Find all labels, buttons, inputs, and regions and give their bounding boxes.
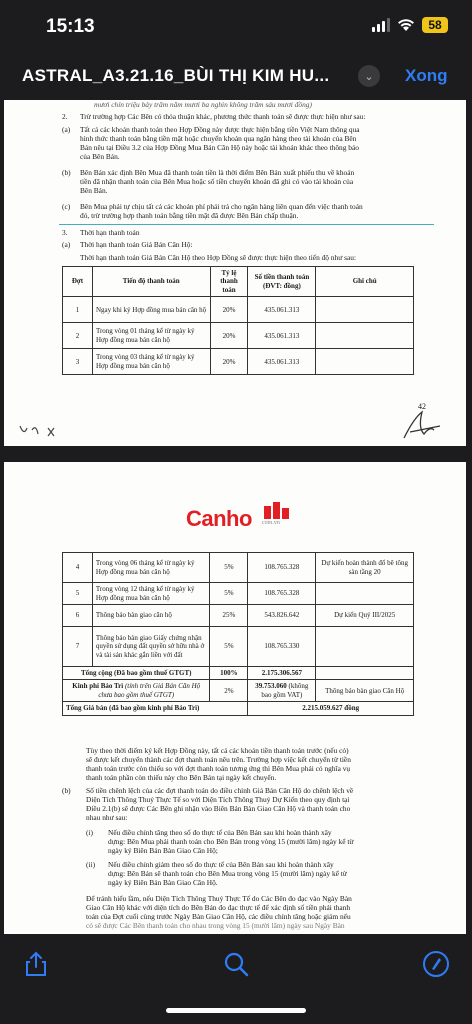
share-icon[interactable] <box>22 950 50 978</box>
chevron-down-icon: ⌄ <box>364 70 374 83</box>
logo-building-icon <box>262 500 292 520</box>
para-line: thanh toán phần còn thiếu này cho Bên Bán tại ngày kết chuyển. <box>86 773 277 782</box>
clause-number: 3. <box>62 228 68 237</box>
item-a-line3: Bán nêu tại Điều 3.2 của Hợp Đồng Mua Bán Căn Hộ này hoặc tài khoản khác theo thông báo <box>80 143 359 152</box>
cell-dot: 5 <box>63 583 93 605</box>
clause-2-text: Trừ trường hợp Các Bên có thỏa thuận khác, phương thức thanh toán sẽ được thực hiện như sau: <box>80 112 366 121</box>
done-button[interactable]: Xong <box>405 66 448 85</box>
item-number: (b) <box>62 168 71 177</box>
maintenance-amount-note: (không bao gồm VAT) <box>261 682 309 699</box>
cell-note <box>316 297 414 323</box>
page-number: 42 <box>418 402 426 411</box>
cell-progress: Thông báo bàn giao căn hộ <box>92 605 210 627</box>
cell-rate: 5% <box>210 553 248 583</box>
search-icon[interactable] <box>222 950 250 978</box>
status-time: 15:13 <box>46 16 95 37</box>
para-line: Tùy theo thời điểm ký kết Hợp Đồng này, tất cả các khoản tiền thanh toán trước (nếu có) <box>86 746 349 755</box>
cell-rate: 5% <box>210 627 248 667</box>
para-line: dựng: Bên Bán sẽ thanh toán cho Bên Mua trong vòng 15 (mười lăm) ngày kể từ <box>108 869 347 878</box>
cell-note: Dự kiến Quý III/2025 <box>316 605 414 627</box>
item-c-line1: Bên Mua phải tự chịu tất cả các khoản phí phải trả cho ngân hàng liên quan đến việc thanh toán <box>80 202 363 211</box>
nav-bar <box>0 56 472 100</box>
column-header: Ghi chú <box>316 267 414 297</box>
cell-note <box>316 323 414 349</box>
wifi-icon <box>397 18 415 32</box>
cell-dot: 4 <box>63 553 93 583</box>
cell-progress: Ngay khi ký Hợp đồng mua bán căn hộ <box>92 297 210 323</box>
item-b-line2: tiền đã nhận thanh toán của Bên Mua hoặc số tiền chuyển khoản đã ghi có vào tài khoản của <box>80 177 354 186</box>
handwritten-signature <box>400 408 446 444</box>
title-menu-button[interactable] <box>358 65 380 87</box>
watermark-logo <box>180 498 300 538</box>
maintenance-label: Kinh phí Bảo Trì <box>72 682 124 691</box>
table-row <box>63 349 414 375</box>
cell-dot: 3 <box>63 349 93 375</box>
document-page-42 <box>4 100 466 446</box>
item-number: (i) <box>86 828 93 837</box>
para-line: có sẽ được Các Bên thanh toán cho nhau trong vòng 15 (mười lăm) ngày sau Ngày Bàn <box>86 921 345 930</box>
initials-signature <box>18 422 68 440</box>
cell-dot: 2 <box>63 323 93 349</box>
para-line: Điều 2.1(b) sẽ được Các Bên ghi nhận vào Biên Bản Bàn Giao Căn Hộ và thanh toán cho <box>86 804 351 813</box>
payment-schedule-table <box>62 266 414 375</box>
document-title[interactable]: ASTRAL_A3.21.16_BÙI THỊ KIM HU... <box>22 66 330 85</box>
para-line: nhau như sau: <box>86 813 128 822</box>
total-amount: 2.175.306.567 <box>248 667 316 680</box>
divider <box>59 224 434 225</box>
cell-rate: 20% <box>210 297 248 323</box>
item-b-line3: Bên Bán. <box>80 186 108 195</box>
para-line: ngày ký Biên Bản Bàn Giao Căn Hộ; <box>108 846 218 855</box>
cell-note <box>316 583 414 605</box>
table-row <box>63 553 414 583</box>
table-row <box>63 323 414 349</box>
cell-note: Dự kiến hoàn thành đổ bê tông sàn tầng 20 <box>316 553 414 583</box>
para-line: dựng: Bên Mua phải thanh toán cho Bên Bán trong vòng 15 (mười lăm) ngày kể từ <box>108 837 354 846</box>
item-a-line2: hình thức thanh toán bằng tiền mặt hoặc chuyển khoản qua ngân hàng theo tài khoản của Bên <box>80 134 357 143</box>
cell-note <box>316 667 414 680</box>
item-number: (a) <box>62 240 71 249</box>
cell-progress: Trong vòng 06 tháng kể từ ngày ký Hợp đồng mua bán căn hộ <box>92 553 210 583</box>
item-b-line1: Bên Bán xác định Bên Mua đã thanh toán tiền là thời điểm Bên Bán xuất phiếu thu về khoản <box>80 168 355 177</box>
cell-note <box>316 627 414 667</box>
para-line: ngày ký Biên Bản Bàn Giao Căn Hộ. <box>108 878 218 887</box>
para-line: sẽ được kết chuyển thành các đợt thanh toán nêu trên. Trường hợp việc kết chuyển từ tiền <box>86 755 351 764</box>
para-line: Nếu điều chỉnh tăng theo số đo thực tế của Bên Bán sau khi hoàn thành xây <box>108 828 332 837</box>
table-row <box>63 605 414 627</box>
grand-total-row <box>63 702 414 715</box>
maintenance-percent: 2% <box>210 680 248 702</box>
para-line: Nếu điều chỉnh giảm theo số đo thực tế của Bên Bán sau khi hoàn thành xây <box>108 860 334 869</box>
para-line: thanh toán trước còn thiếu so với đợt thanh toán tương ứng thì Bên Mua phải có nghĩa vụ <box>86 764 351 773</box>
column-header: Tỷ lệ thanh toán <box>210 267 248 297</box>
para-line: Diện Tích Thông Thuỷ Thực Tế so với Diện Tích Thông Thuỷ Dự Kiến theo quy định tại <box>86 795 350 804</box>
sub-a-text2: Thời hạn thanh toán Giá Bán Căn Hộ theo Hợp Đồng sẽ được thực hiện theo tiến độ như sau: <box>80 253 356 262</box>
column-header: Đợt <box>63 267 93 297</box>
para-line: Để tránh hiểu lầm, nếu Diện Tích Thông Thuỷ Thực Tế do Các Bên đo đạc vào Ngày Bàn <box>86 894 352 903</box>
cell-progress: Thông báo bàn giao Giấy chứng nhận quyền sử dụng đất quyền sở hữu nhà ở và tài sản khác gắn liền với đất <box>92 627 210 667</box>
cell-rate: 5% <box>210 583 248 605</box>
cell-dot: 6 <box>63 605 93 627</box>
cell-amount: 108.765.328 <box>248 583 316 605</box>
status-icons <box>372 17 448 33</box>
home-indicator[interactable] <box>166 1008 306 1013</box>
logo-text: Canho <box>186 506 252 531</box>
page-topline: mươi chín triệu bảy trăm năm mươi ba nghìn không trăm sáu mươi đồng) <box>94 100 312 109</box>
table-row <box>63 297 414 323</box>
cell-amount: 108.765.328 <box>248 553 316 583</box>
item-number: (c) <box>62 202 71 211</box>
cell-progress: Trong vòng 01 tháng kể từ ngày ký Hợp đồng mua bán căn hộ <box>92 323 210 349</box>
total-row <box>63 667 414 680</box>
cell-rate: 20% <box>210 323 248 349</box>
cell-rate: 25% <box>210 605 248 627</box>
cell-amount: 435.061.313 <box>248 297 316 323</box>
cellular-signal-icon <box>372 18 390 32</box>
maintenance-ghichu: Thông báo bàn giao Căn Hộ <box>316 680 414 702</box>
cell-amount: 435.061.313 <box>248 349 316 375</box>
column-header: Tiến độ thanh toán <box>92 267 210 297</box>
cell-amount: 543.826.642 <box>248 605 316 627</box>
maintenance-note: (tính trên Giá Bán Căn Hộ chưa bao gồm thuế GTGT) <box>98 682 201 699</box>
item-a-line1: Tất cả các khoản thanh toán theo Hợp Đồng này được thực hiện bằng tiền Việt Nam thông qua <box>80 125 360 134</box>
cell-amount: 108.765.330 <box>248 627 316 667</box>
clause-3-heading: Thời hạn thanh toán <box>80 228 140 237</box>
maintenance-amount: 39.753.060 <box>255 682 287 691</box>
cell-note <box>316 349 414 375</box>
grand-total-label: Tổng Giá bán (đã bao gồm kinh phí Bảo Trì) <box>63 702 248 715</box>
total-percent: 100% <box>210 667 248 680</box>
payment-schedule-table-cont <box>62 552 414 716</box>
item-number: (ii) <box>86 860 96 869</box>
cell-amount: 435.061.313 <box>248 323 316 349</box>
table-row <box>63 583 414 605</box>
cell-progress: Trong vòng 03 tháng kể từ ngày ký Hợp đồng mua bán căn hộ <box>92 349 210 375</box>
total-label: Tổng cộng (Đã bao gồm thuế GTGT) <box>63 667 210 680</box>
cell-rate: 20% <box>210 349 248 375</box>
cell-dot: 1 <box>63 297 93 323</box>
grand-total-amount: 2.215.059.627 đồng <box>248 702 414 715</box>
maintenance-row <box>63 680 414 702</box>
logo-subtext: com.vn <box>262 520 280 526</box>
item-a-line4: của Bên Bán. <box>80 152 120 161</box>
para-line: Số tiền chênh lệch của các đợt thanh toán do điều chỉnh Giá Bán Căn Hộ do chênh lệch về <box>86 786 354 795</box>
clause-number: 2. <box>62 112 68 121</box>
cell-progress: Trong vòng 12 tháng kể từ ngày ký Hợp đồng mua bán căn hộ <box>92 583 210 605</box>
item-c-line2: đó, trừ trường hợp thanh toán bằng tiền mặt đã được Bên Bán chấp thuận. <box>80 211 299 220</box>
sub-a-text: Thời hạn thanh toán Giá Bán Căn Hộ: <box>80 240 193 249</box>
item-number: (b) <box>62 786 71 795</box>
table-header-row <box>63 267 414 297</box>
document-page-43 <box>4 462 466 934</box>
para-line: Giao Căn Hộ khác với diện tích do Bên Bán đo đạc thực tế để xác định số tiền phải thanh <box>86 903 351 912</box>
table-row <box>63 627 414 667</box>
item-number: (a) <box>62 125 71 134</box>
battery-indicator: 58 <box>422 17 448 33</box>
cell-dot: 7 <box>63 627 93 667</box>
markup-icon[interactable] <box>422 950 450 978</box>
status-bar <box>0 0 472 56</box>
column-header: Số tiền thanh toán (ĐVT: đồng) <box>248 267 316 297</box>
para-line: toán của Đợt cuối cùng trước Ngày Bàn Giao Căn Hộ, các điều chỉnh tăng hoặc giảm nếu <box>86 912 351 921</box>
